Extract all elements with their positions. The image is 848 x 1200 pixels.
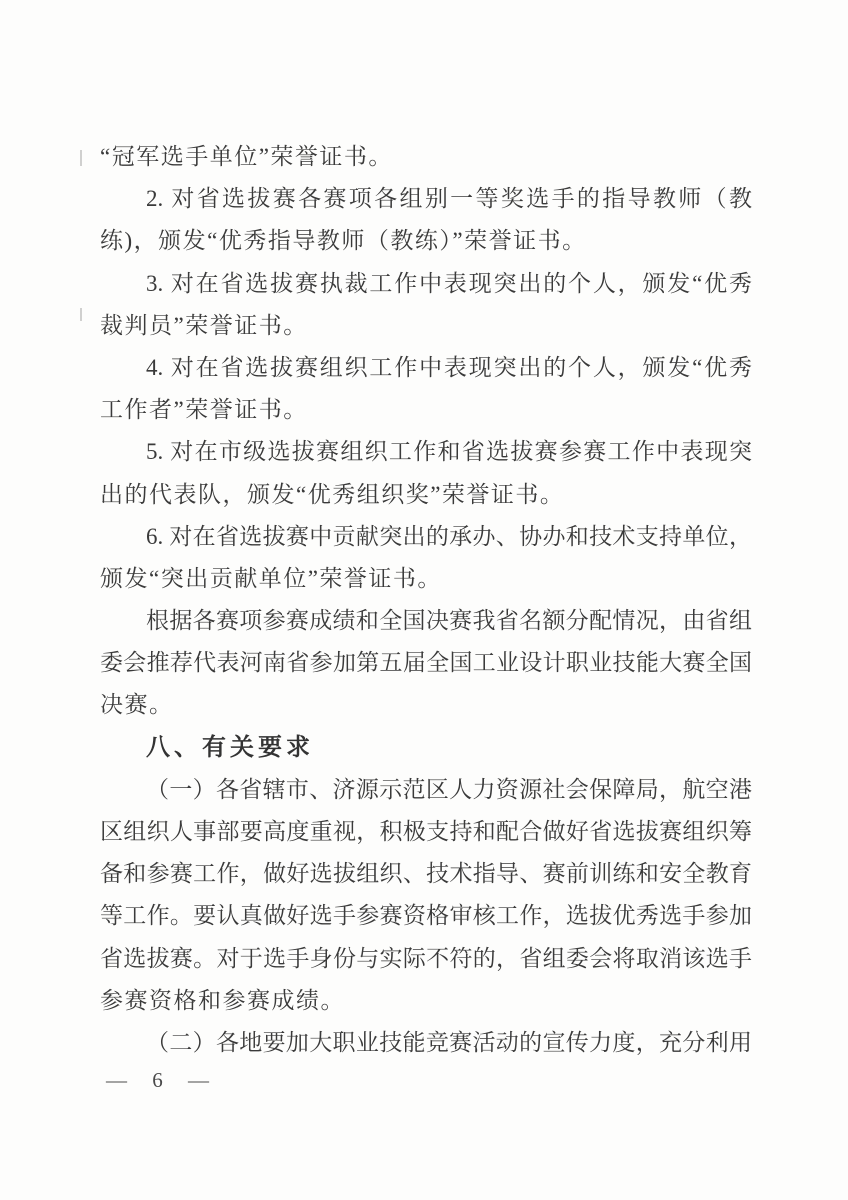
body-line: 5. 对在市级选拔赛组织工作和省选拔赛参赛工作中表现突: [146, 439, 752, 465]
body-line: 决赛。: [100, 692, 174, 718]
page-number: — 6 —: [106, 1068, 212, 1092]
body-line: 等工作。要认真做好选手参赛资格审核工作，选拔优秀选手参加: [100, 903, 752, 929]
body-line: （二）各地要加大职业技能竞赛活动的宣传力度，充分利用: [146, 1029, 752, 1055]
body-line: 练)，颁发“优秀指导教师（教练）”荣誉证书。: [100, 228, 587, 254]
body-line: 委会推荐代表河南省参加第五届全国工业设计职业技能大赛全国: [100, 650, 752, 676]
body-line: 出的代表队，颁发“优秀组织奖”荣誉证书。: [100, 481, 565, 507]
body-line: 根据各赛项参赛成绩和全国决赛我省名额分配情况，由省组: [146, 608, 752, 634]
document-lines: [100, 136, 752, 1064]
body-line: 3. 对在省选拔赛执裁工作中表现突出的个人，颁发“优秀: [146, 270, 752, 296]
body-line: 6. 对在省选拔赛中贡献突出的承办、协办和技术支持单位，: [146, 523, 752, 549]
body-line: 参赛资格和参赛成绩。: [100, 987, 345, 1013]
body-line: 工作者”荣誉证书。: [100, 397, 308, 423]
body-line: 颁发“突出贡献单位”荣誉证书。: [100, 565, 442, 591]
scan-artifact: [80, 150, 82, 166]
body-line: 4. 对在省选拔赛组织工作中表现突出的个人，颁发“优秀: [146, 354, 752, 380]
body-line: 2. 对省选拔赛各赛项各组别一等奖选手的指导教师（教: [146, 186, 752, 212]
section-heading: 八、有关要求: [146, 733, 314, 761]
body-line: 区组织人事部要高度重视，积极支持和配合做好省选拔赛组织筹: [100, 819, 752, 844]
body-line: 省选拔赛。对于选手身份与实际不符的，省组委会将取消该选手: [100, 945, 752, 971]
body-line: “冠军选手单位”荣誉证书。: [100, 144, 393, 169]
body-line: 备和参赛工作，做好选拔组织、技术指导、赛前训练和安全教育: [100, 861, 752, 887]
scan-artifact: [80, 308, 82, 321]
body-line: 裁判员”荣誉证书。: [100, 312, 308, 338]
body-line: （一）各省辖市、济源示范区人力资源社会保障局，航空港: [146, 776, 752, 802]
